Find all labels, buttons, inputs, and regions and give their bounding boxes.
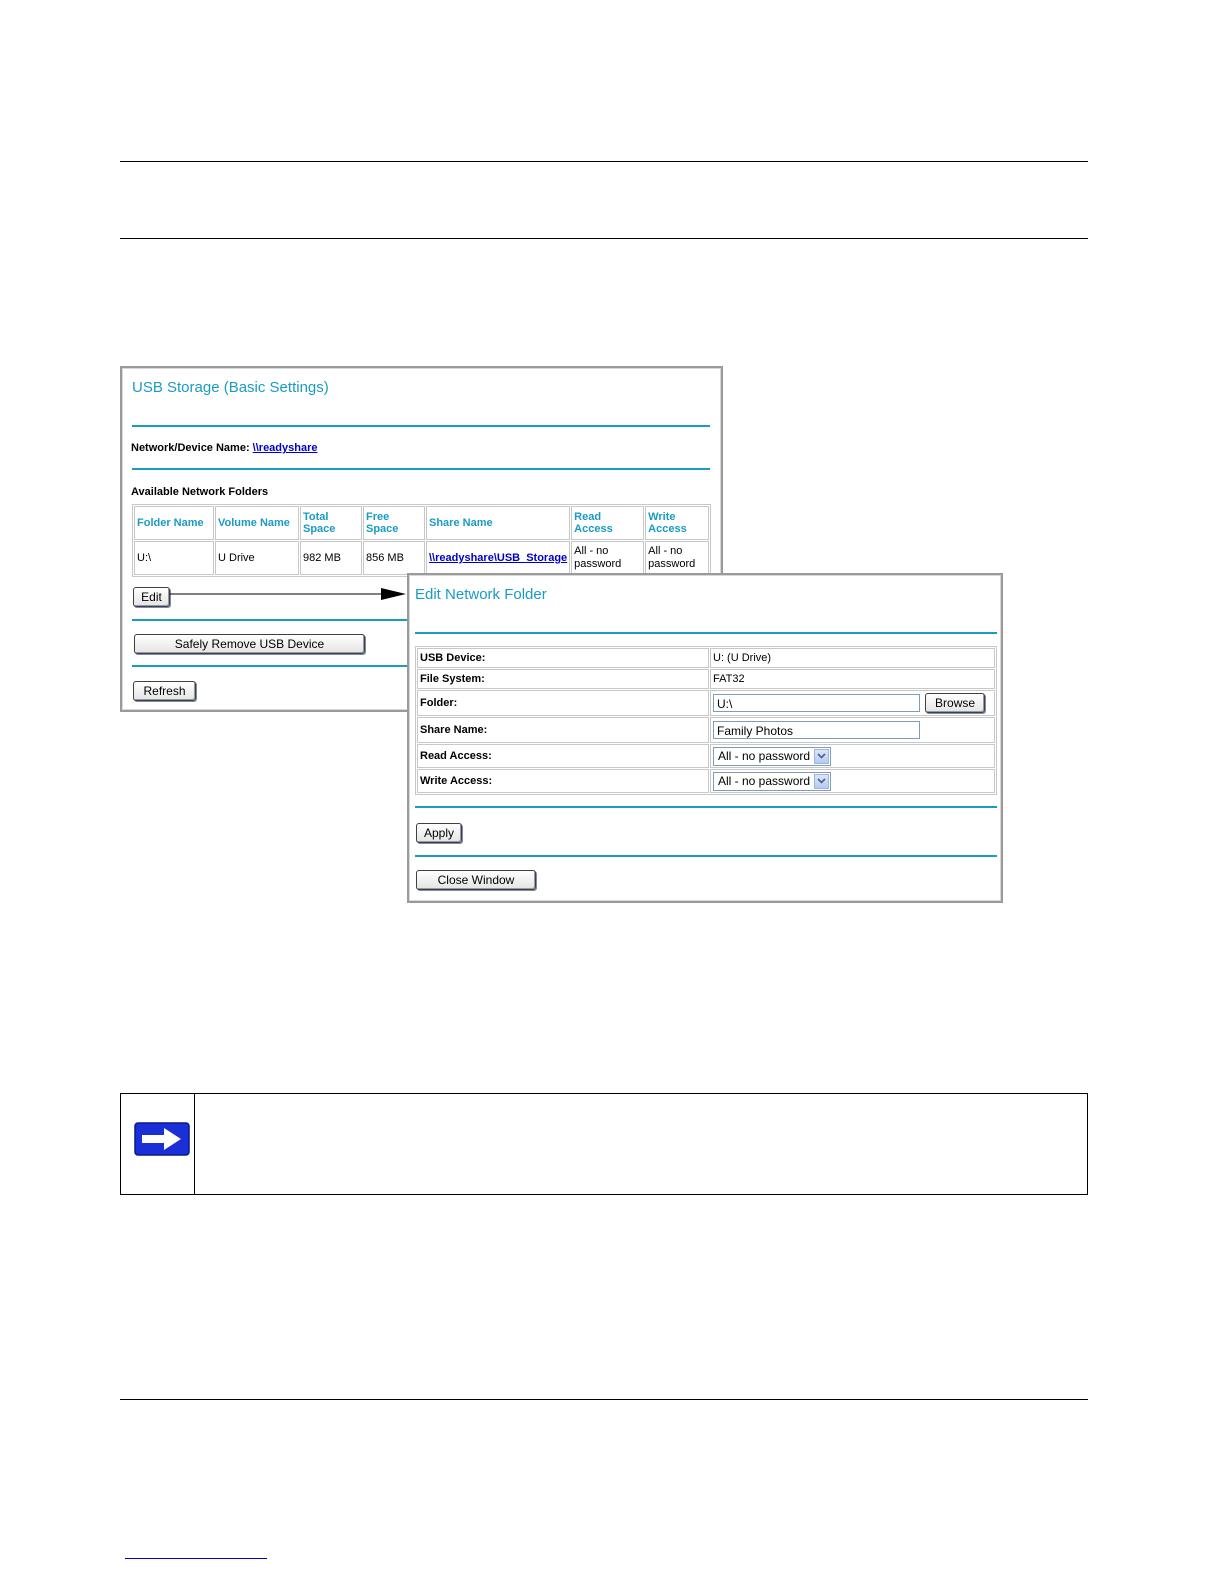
divider bbox=[132, 425, 710, 427]
divider bbox=[132, 468, 710, 470]
close-window-button[interactable]: Close Window bbox=[416, 870, 536, 890]
folder-input[interactable]: U:\ bbox=[713, 694, 920, 712]
divider bbox=[132, 665, 412, 667]
edit-folder-table bbox=[415, 646, 997, 795]
note-divider bbox=[194, 1094, 195, 1194]
safely-remove-usb-button[interactable]: Safely Remove USB Device bbox=[134, 634, 365, 654]
col-folder-name: Folder Name bbox=[134, 506, 214, 540]
folder-label: Folder: bbox=[417, 690, 709, 716]
footer-link-underline bbox=[125, 1558, 267, 1559]
read-access-cell bbox=[710, 744, 995, 768]
note-box bbox=[120, 1093, 1088, 1195]
row-usb-device bbox=[417, 648, 995, 668]
available-folders-label: Available Network Folders bbox=[131, 486, 269, 498]
write-access-select[interactable]: All - no password bbox=[713, 772, 831, 791]
folders-table bbox=[132, 504, 711, 577]
edit-network-folder-panel bbox=[407, 573, 1003, 903]
table-header-row bbox=[134, 506, 709, 540]
write-access-cell bbox=[710, 769, 995, 793]
header-rule-top bbox=[120, 161, 1088, 162]
device-name-label: Network/Device Name: bbox=[131, 442, 250, 454]
col-share-name: Share Name bbox=[426, 506, 570, 540]
share-name-input[interactable]: Family Photos bbox=[713, 721, 920, 739]
device-name-row bbox=[131, 442, 318, 454]
usb-storage-title: USB Storage (Basic Settings) bbox=[132, 379, 329, 396]
header-rule-bottom bbox=[120, 238, 1088, 239]
chevron-down-icon[interactable] bbox=[814, 749, 829, 764]
divider bbox=[132, 619, 412, 621]
edit-button[interactable]: Edit bbox=[133, 587, 170, 607]
row-file-system bbox=[417, 669, 995, 689]
cell-write: All - no password bbox=[645, 541, 709, 575]
footer-rule bbox=[120, 1399, 1088, 1400]
arrow-right-icon bbox=[134, 1122, 190, 1156]
col-free-space: Free Space bbox=[363, 506, 425, 540]
refresh-button[interactable]: Refresh bbox=[133, 681, 196, 701]
cell-read: All - no password bbox=[571, 541, 644, 575]
row-write-access bbox=[417, 769, 995, 793]
cell-free: 856 MB bbox=[363, 541, 425, 575]
chevron-down-icon[interactable] bbox=[814, 774, 829, 789]
divider bbox=[415, 855, 997, 857]
read-access-select[interactable]: All - no password bbox=[713, 747, 831, 766]
col-read-access: Read Access bbox=[571, 506, 644, 540]
cell-total: 982 MB bbox=[300, 541, 362, 575]
cell-share bbox=[426, 541, 570, 575]
share-name-cell bbox=[710, 717, 995, 743]
col-volume-name: Volume Name bbox=[215, 506, 299, 540]
file-system-value: FAT32 bbox=[710, 669, 995, 689]
browse-button[interactable]: Browse bbox=[925, 693, 985, 713]
usb-device-value: U: (U Drive) bbox=[710, 648, 995, 668]
divider bbox=[415, 632, 997, 634]
read-access-label: Read Access: bbox=[417, 744, 709, 768]
col-total-space: Total Space bbox=[300, 506, 362, 540]
row-folder bbox=[417, 690, 995, 716]
share-name-label: Share Name: bbox=[417, 717, 709, 743]
write-access-label: Write Access: bbox=[417, 769, 709, 793]
table-row bbox=[134, 541, 709, 575]
col-write-access: Write Access bbox=[645, 506, 709, 540]
cell-folder: U:\ bbox=[134, 541, 214, 575]
edit-folder-title: Edit Network Folder bbox=[415, 586, 547, 603]
cell-volume: U Drive bbox=[215, 541, 299, 575]
device-name-link[interactable]: \\readyshare bbox=[252, 442, 318, 454]
row-read-access bbox=[417, 744, 995, 768]
usb-device-label: USB Device: bbox=[417, 648, 709, 668]
divider bbox=[415, 806, 997, 808]
apply-button[interactable]: Apply bbox=[416, 823, 462, 843]
row-share-name bbox=[417, 717, 995, 743]
folder-cell bbox=[710, 690, 995, 716]
share-name-link[interactable]: \\readyshare\USB_Storage bbox=[429, 552, 568, 564]
file-system-label: File System: bbox=[417, 669, 709, 689]
